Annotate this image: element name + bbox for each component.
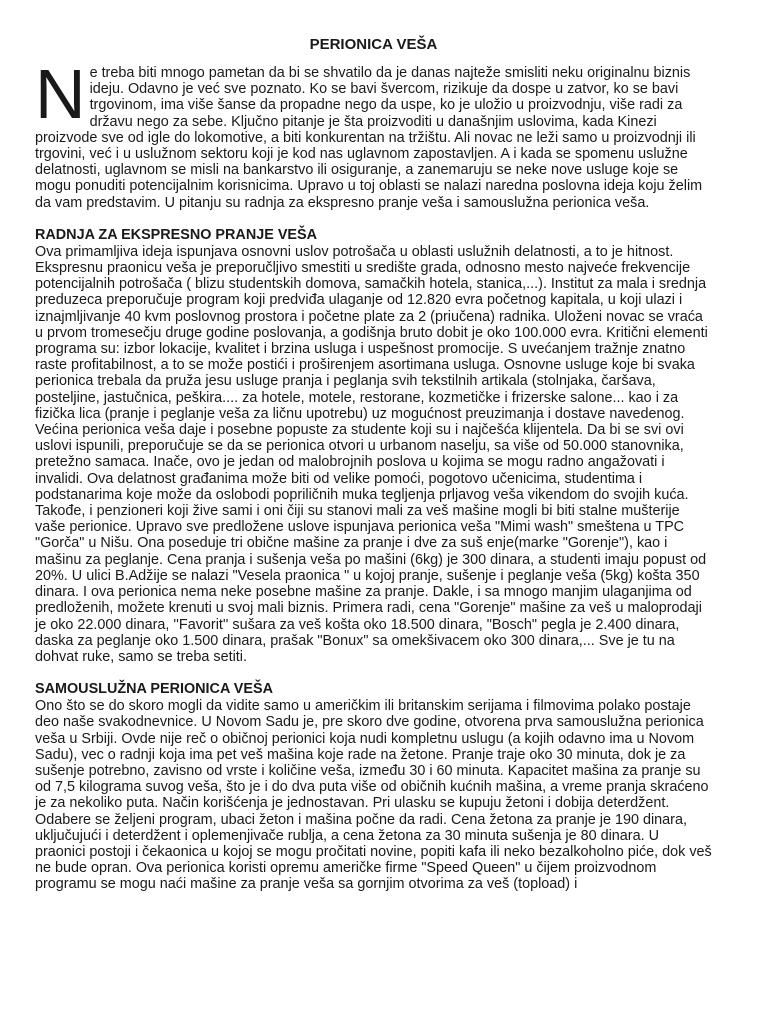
section-text-self-service-laundry: Ono što se do skoro mogli da vidite samo u američkim ili britanskim serijama i filmovima polako postaje deo naše svakodnevnice. U Novom Sadu je, pre skoro dve godine, otvorena prva samouslužna perionica veša u Srbiji. Ovde nije reč o običnoj perionici koja nudi kompletnu uslugu (a kojih odavno ima u Novom Sadu), vec o radnji koja ima pet veš mašina koje rade na žetone. Pranje traje oko 30 minuta, dok je za sušenje potrebno, zavisno od vrste i količine veša, između 30 i 60 minuta. Kapacitet mašina za pranje su od 7,5 kilograma suvog veša, što je i do dva puta više od običnih kućnih mašina, a vreme pranja skraćeno je za nekoliko puta. Način korišćenja je jednostavan. Pri ulasku se kupuju žetoni i dobija deterdžent. Odabere se željeni program, ubaci žeton i mašina počne da radi. Cena žetona za pranje je 190 dinara, uključujući i deterdžent i oplemenjivače rublja, a cena žetona za 30 minuta sušenja je 80 dinara. U praonici postoji i čekaonica u kojoj se mogu pročitati novine, popiti kafa ili neko bezalkoholno piće, dok veš ne bude opran. Ova perionica koristi opremu američke firme "Speed Queen" u čijem proizvodnom programu se mogu naći mašine za pranje veša sa gornjim otvorima za veš (topload) i bbox=[35, 698, 712, 893]
drop-cap: N bbox=[35, 55, 86, 133]
section-heading-express-laundry: RADNJA ZA EKSPRESNO PRANJE VEŠA bbox=[35, 226, 318, 243]
intro-text: e treba biti mnogo pametan da bi se shvatilo da je danas najteže smisliti neku originalnu biznis ideju. Odavno je već sve poznato. Ko se bavi švercom, rizikuje da dospe u zatvor, ko se bavi trgovinom, ima više šanse da propadne nego da uspe, ko je uložio u proizvodnju, više radi za državu nego za sebe. Ključno pitanje je šta proizvoditi u današnjim uslovima, kada Kinezi proizvode sve od igle do lokomotive, a biti konkurentan na tržištu. Ali novac ne leži samo u proizvodnji ili trgovini, već i u uslužnom sektoru koji je kod nas uglavnom zapostavljen. A i kada se spomenu uslužne delatnosti, uglavnom se misli na bankarstvo ili osiguranje, a zanemaruju se neke nove usluge koje se mogu ponuditi potencijalnim korisnicima. Upravo u toj oblasti se nalazi naredna poslovna ideja koju želim da vam predstavim. U pitanju su radnja za ekspresno pranje veša i samouslužna perionica veša. bbox=[35, 65, 703, 211]
document-title: PERIONICA VEŠA bbox=[309, 36, 438, 53]
section-heading-self-service-laundry: SAMOUSLUŽNA PERIONICA VEŠA bbox=[35, 681, 273, 698]
section-text-express-laundry: Ova primamljiva ideja ispunjava osnovni uslov potrošača u oblasti uslužnih delatnosti, a to je hitnost. Ekspresnu praonicu veša je preporučljivo smestiti u središte grada, odnosno mesto najveće frekvencije potencijalnih potrošača ( blizu studentskih domova, samačkih hotela, stanica,...). Institut za mala i srednja preduzeca preporučuje program koji predviđa ulaganje od 12.820 evra početnog kapitala, u koji ulazi i iznajmljivanje 40 kvm poslovnog prostora i početne plate za 2 (priučena) radnika. Uloženi novac se vraća u prvom tromesečju druge godine poslovanja, a godišnja bruto dobit je oko 100.000 evra. Kritični elementi programa su: izbor lokacije, kvalitet i brzina usluga i uspešnost promocije. S uvećanjem tražnje znatno raste profitabilnost, a to se može postići i proširenjem asortimana usluga. Osnovne usluge koje bi svaka perionica trebala da pruža jesu usluge pranja i peglanja svih tekstilnih artikala (stolnjaka, čaršava, posteljine, jastučnica, peškira.... za hotele, motele, restorane, kozmetičke i frizerske salone... kao i za fizička lica (pranje i peglanje veša za ličnu upotrebu) uz mogućnost preuzimanja i dostave navedenog. Većina perionica veša daje i posebne popuste za studente koji su i najčešća klijentela. Da bi se svi ovi uslovi ispunili, preporučuje se da se perionica otvori u urbanom naselju, sa više od 50.000 stanovnika, pretežno samaca. Inače, ovo je jedan od malobrojnih poslova u kojima se mogu radno angažovati i invalidi. Ova delatnost građanima može biti od velike pomoći, pogotovo učenicima, studentima i podstanarima koje može da oslobodi popriličnih muka tegljenja prljavog veša vikendom do svojih kuća. Takođe, i penzioneri koji žive sami i oni čiji su stanovi mali za veš mašine mogli bi biti stalne mušterije vaše perionice. Upravo sve predložene uslove ispunjava perionica veša "Mimi wash" smeštena u TPC "Gorča" u Nišu. Ona poseduje tri obične mašine za pranje i dve za suš enje(marke "Gorenje"), kao i mašinu za peglanje. Cena pranja i sušenja veša po mašini (6kg) je 300 dinara, a studenti imaju popust od 20%. U ulici B.Adžije se nalazi "Vesela praonica " u kojoj pranje, sušenje i peglanje veša (5kg) košta 350 dinara. I ova perionica nema neke posebne mašine za pranje. Dakle, i sa mnogo manjim ulaganjima od predloženih, možete krenuti u svoj mali biznis. Primera radi, cena "Gorenje" mašine za veš u maloprodaji je oko 22.000 dinara, ''Favorit'' sušara za veš košta oko 18.500 dinara, "Bosch" pegla je 2.400 dinara, daska za peglanje oko 1.500 dinara, prašak "Bonux" sa omekšivacem oko 300 dinara,... Sve je tu na dohvat ruke, samo se treba setiti. bbox=[35, 243, 708, 665]
intro-paragraph bbox=[35, 55, 712, 211]
